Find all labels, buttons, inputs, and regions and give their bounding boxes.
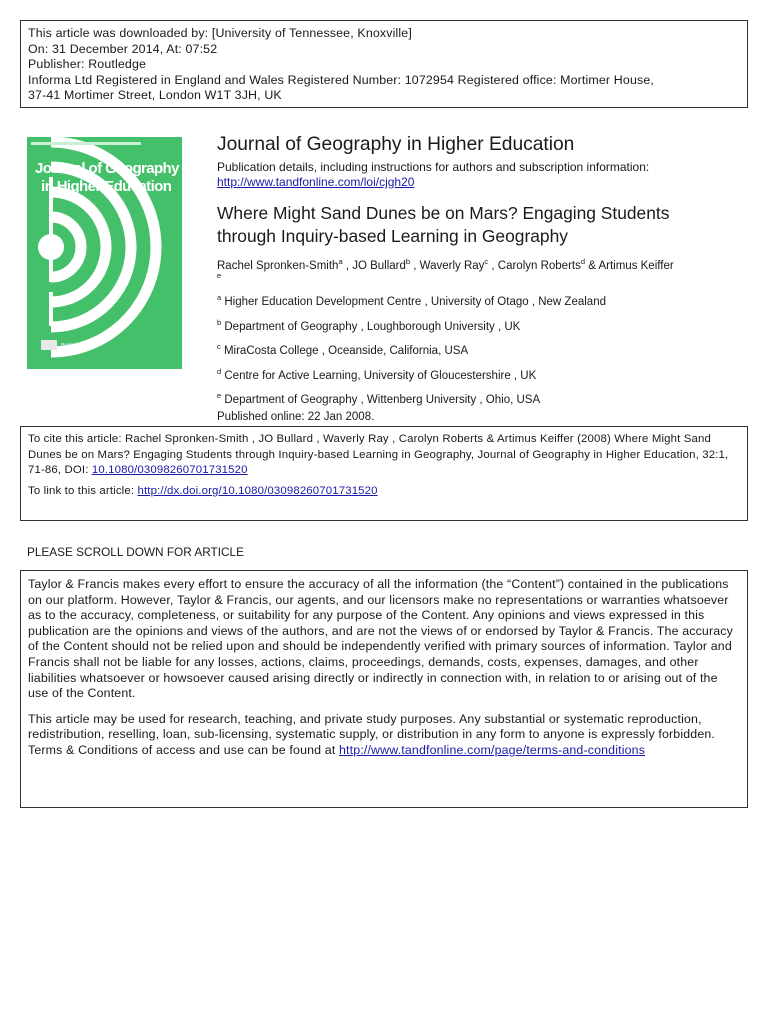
citation-text: To cite this article: Rachel Spronken-Smith , JO Bullard , Waverly Ray , Carolyn Roberts & Artimus Keiffer (2008) Where Might Sand Dunes be on Mars? Engaging Students through Inquiry-based Learning in Geography, Journal of Geography in Higher Education, 32:1, 71-86, DOI: — [28, 433, 729, 477]
article-title-line2: through Inquiry-based Learning in Geography — [217, 226, 568, 246]
author-affiliation-marker: a — [338, 257, 343, 266]
article-metadata — [217, 133, 757, 425]
affiliation-item — [217, 315, 757, 335]
article-title — [217, 202, 757, 248]
address-line: 37-41 Mortimer Street, London W1T 3JH, UK — [28, 88, 282, 103]
author-name: Waverly Ray — [419, 260, 485, 272]
author-name: Carolyn Roberts — [497, 260, 581, 272]
disclaimer-box — [20, 570, 748, 808]
article-title-line1: Where Might Sand Dunes be on Mars? Engaging Students — [217, 203, 670, 223]
article-link-line — [28, 484, 740, 500]
affiliation-marker: e — [217, 391, 222, 401]
affiliation-text: Centre for Active Learning, University of Gloucestershire , UK — [224, 369, 537, 382]
journal-url-link[interactable]: http://www.tandfonline.com/loi/cjgh20 — [217, 175, 415, 189]
download-notice-box — [20, 20, 748, 108]
affiliation-item — [217, 339, 757, 359]
doi-link[interactable]: 10.1080/03098260701731520 — [91, 464, 248, 477]
cover-title-line1: Journal of Geography — [35, 160, 179, 177]
affiliation-item — [217, 388, 757, 408]
affiliation-text: Higher Education Development Centre , University of Otago , New Zealand — [224, 296, 606, 308]
author-separator: , — [342, 260, 353, 272]
affiliation-list — [217, 290, 757, 408]
author-affiliation-marker: c — [484, 257, 489, 266]
publisher-line: Publisher: Routledge — [28, 57, 147, 72]
journal-cover-image — [27, 137, 182, 369]
author-separator: , — [410, 260, 420, 272]
affiliation-text: MiraCosta College , Oceanside, California, USA — [223, 345, 469, 358]
download-date-line: On: 31 December 2014, At: 07:52 — [28, 41, 218, 56]
cover-graphic — [27, 137, 182, 369]
author-name: JO Bullard — [352, 260, 406, 272]
affiliation-item — [217, 364, 757, 384]
journal-title: Journal of Geography in Higher Education — [217, 134, 575, 155]
download-notice-line: This article was downloaded by: [University of Tennessee, Knoxville] — [28, 26, 412, 40]
article-link-label: To link to this article: — [28, 484, 138, 497]
affiliation-text: Department of Geography , Loughborough University , UK — [224, 320, 521, 333]
author-affiliation-marker: b — [405, 257, 411, 266]
affiliation-marker: d — [217, 366, 222, 376]
cover-publisher-logo: Routledge — [61, 342, 82, 347]
disclaimer-paragraph: Taylor & Francis makes every effort to ensure the accuracy of all the information (the “Content”) contained in the publications on our platform. However, Taylor & Francis, our agents, and our licensors make no representations or warranties whatsoever as to the accuracy, completeness, or suitability for any purpose of the Content. Any opinions and views expressed in this publication are the opinions and views of the authors, and are not the views of or endorsed by Taylor & Francis. The accuracy of the Content should not be relied upon and should be independently verified with primary sources of information. Taylor and Francis shall not be liable for any losses, actions, claims, proceedings, demands, costs, expenses, damages, and other liabilities whatsoever or howsoever caused arising directly or indirectly in connection with, in relation to or arising out of the use of the Content. — [28, 577, 733, 701]
author-affiliation-marker: d — [580, 257, 586, 266]
citation-text-block — [28, 432, 740, 479]
terms-paragraph — [28, 712, 740, 759]
author-list — [217, 254, 757, 274]
affiliation-text: Department of Geography , Wittenberg University , Ohio, USA — [224, 394, 541, 407]
affiliation-marker: a — [217, 293, 222, 302]
affiliation-item — [217, 290, 757, 310]
citation-box — [20, 426, 748, 521]
article-doi-url-link[interactable]: http://dx.doi.org/10.1080/03098260701731520 — [137, 484, 378, 497]
terms-text: This article may be used for research, teaching, and private study purposes. Any substantial or systematic reproduction, redistribution, reselling, loan, sub-licensing, systematic supply, or distribution in any form to anyone is expressly forbidden. Terms & Conditions of access and use can be found at — [28, 711, 716, 757]
cover-title-line2: in Higher Education — [41, 178, 172, 195]
author-separator: & — [585, 260, 599, 272]
affiliation-marker: c — [217, 342, 221, 352]
published-date: Published online: 22 Jan 2008. — [217, 410, 375, 423]
scroll-down-notice: PLEASE SCROLL DOWN FOR ARTICLE — [27, 545, 244, 559]
publication-details: Publication details, including instructions for authors and subscription information: — [217, 160, 650, 174]
author-separator: , — [488, 260, 498, 272]
author-name: Artimus Keiffer — [598, 260, 674, 272]
affiliation-marker: b — [217, 317, 222, 327]
author-name: Rachel Spronken-Smith — [217, 260, 339, 272]
author-affiliation-marker: e — [217, 271, 222, 280]
terms-and-conditions-link[interactable]: http://www.tandfonline.com/page/terms-and-conditions — [339, 742, 646, 757]
registration-line: Informa Ltd Registered in England and Wales Registered Number: 1072954 Registered office: Mortimer House, — [28, 72, 654, 87]
